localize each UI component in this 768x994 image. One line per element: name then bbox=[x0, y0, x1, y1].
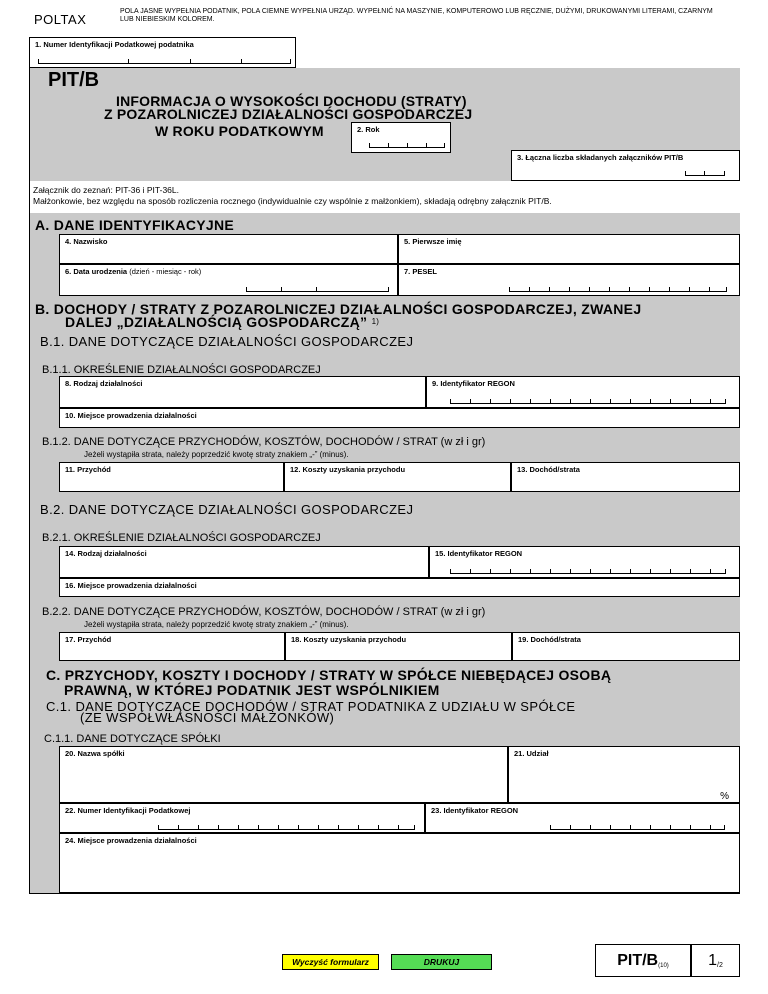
regon-1-ticks bbox=[450, 398, 726, 404]
section-b-title-line1: B. DOCHODY / STRATY Z POZAROLNICZEJ DZIAŁALNOŚCI GOSPODARCZEJ, ZWANEJ bbox=[35, 301, 642, 317]
company-nip-ticks bbox=[158, 824, 415, 830]
percent-sign: % bbox=[720, 791, 729, 802]
section-c11-title: C.1.1. DANE DOTYCZĄCE SPÓŁKI bbox=[44, 733, 221, 745]
print-button[interactable]: DRUKUJ bbox=[391, 954, 492, 970]
form-title-line1: INFORMACJA O WYSOKOŚCI DOCHODU (STRATY) bbox=[116, 93, 467, 109]
pesel-label: 7. PESEL bbox=[404, 267, 437, 276]
birth-date-ticks bbox=[246, 286, 389, 292]
revenue-1-label: 11. Przychód bbox=[65, 465, 111, 474]
attachments-ticks bbox=[685, 170, 725, 176]
pesel-ticks bbox=[509, 286, 727, 292]
section-a-title: A. DANE IDENTYFIKACYJNE bbox=[35, 217, 235, 233]
first-name-label: 5. Pierwsze imię bbox=[404, 237, 462, 246]
section-b21-title: B.2.1. OKREŚLENIE DZIAŁALNOŚCI GOSPODARCZEJ bbox=[42, 532, 321, 544]
company-regon-field[interactable] bbox=[425, 803, 740, 833]
poltax-brand: POLTAX bbox=[34, 12, 87, 27]
form-title-line2: Z POZAROLNICZEJ DZIAŁALNOŚCI GOSPODARCZEJ bbox=[104, 106, 473, 122]
regon-2-label: 15. Identyfikator REGON bbox=[435, 549, 523, 558]
company-place-field[interactable] bbox=[59, 833, 740, 893]
costs-1-label: 12. Koszty uzyskania przychodu bbox=[290, 465, 406, 474]
section-c-title-line1: C. PRZYCHODY, KOSZTY I DOCHODY / STRATY W SPÓŁCE NIEBĘDĄCEJ OSOBĄ bbox=[46, 667, 612, 683]
section-b22-note: Jeżeli wystąpiła strata, należy poprzedzić kwotę straty znakiem „-” (minus). bbox=[84, 620, 349, 629]
section-b2-title: B.2. DANE DOTYCZĄCE DZIAŁALNOŚCI GOSPODARCZEJ bbox=[40, 502, 414, 517]
surname-label: 4. Nazwisko bbox=[65, 237, 108, 246]
activity-place-2-field[interactable] bbox=[59, 578, 740, 597]
share-field[interactable] bbox=[508, 746, 740, 803]
regon-2-ticks bbox=[450, 568, 726, 574]
birth-date-field[interactable] bbox=[59, 264, 398, 296]
attachments-count-label: 3. Łączna liczba składanych załączników PIT/B bbox=[517, 153, 684, 162]
footnote-marker: 1) bbox=[371, 317, 380, 326]
revenue-1-field[interactable] bbox=[59, 462, 284, 492]
company-regon-label: 23. Identyfikator REGON bbox=[431, 806, 519, 815]
activity-type-2-label: 14. Rodzaj działalności bbox=[65, 549, 147, 558]
regon-2-field[interactable] bbox=[429, 546, 740, 578]
first-name-field[interactable] bbox=[398, 234, 740, 264]
activity-type-1-field[interactable] bbox=[59, 376, 426, 408]
surname-field[interactable] bbox=[59, 234, 398, 264]
nip-label: 1. Numer Identyfikacji Podatkowej podatnika bbox=[35, 40, 194, 49]
form-title-line3: W ROKU PODATKOWYM bbox=[155, 123, 324, 139]
section-b11-title: B.1.1. OKREŚLENIE DZIAŁALNOŚCI GOSPODARCZEJ bbox=[42, 364, 321, 376]
year-field[interactable] bbox=[351, 122, 451, 153]
section-c-title-line2: PRAWNĄ, W KTÓREJ PODATNIK JEST WSPÓLNIKIEM bbox=[64, 682, 440, 698]
year-ticks bbox=[369, 142, 445, 148]
income-2-label: 19. Dochód/strata bbox=[518, 635, 581, 644]
revenue-2-field[interactable] bbox=[59, 632, 285, 661]
share-label: 21. Udział bbox=[514, 749, 549, 758]
footer-page-number: 1 bbox=[708, 951, 718, 969]
company-nip-label: 22. Numer Identyfikacji Podatkowej bbox=[65, 806, 191, 815]
section-b22-title: B.2.2. DANE DOTYCZĄCE PRZYCHODÓW, KOSZTÓW, DOCHODÓW / STRAT (w zł i gr) bbox=[42, 606, 486, 618]
birth-date-hint: (dzień - miesiąc - rok) bbox=[127, 267, 202, 276]
company-name-field[interactable] bbox=[59, 746, 508, 803]
section-c1-title-line2: (ZE WSPÓŁWŁASNOŚCI MAŁŻONKÓW) bbox=[80, 710, 335, 725]
activity-place-1-label: 10. Miejsce prowadzenia działalności bbox=[65, 411, 197, 420]
footer-form-code-box bbox=[595, 944, 691, 977]
footer-page-total: /2 bbox=[717, 962, 723, 969]
form-left-border bbox=[29, 68, 30, 893]
regon-1-field[interactable] bbox=[426, 376, 740, 408]
form-bottom-border bbox=[29, 893, 740, 894]
nip-ticks bbox=[38, 58, 291, 64]
birth-date-text: 6. Data urodzenia bbox=[65, 267, 128, 276]
birth-date-label bbox=[65, 267, 201, 276]
costs-1-field[interactable] bbox=[284, 462, 511, 492]
form-note-2: Małżonkowie, bez względu na sposób rozliczenia rocznego (indywidualnie czy wspólnie z małżonkiem), składają odrębny załącznik PIT/B. bbox=[33, 196, 552, 206]
company-name-label: 20. Nazwa spółki bbox=[65, 749, 125, 758]
income-2-field[interactable] bbox=[512, 632, 740, 661]
pesel-field[interactable] bbox=[398, 264, 740, 296]
section-c1-title-line1: C.1. DANE DOTYCZĄCE DOCHODÓW / STRAT PODATNIKA Z UDZIAŁU W SPÓŁCE bbox=[46, 699, 576, 714]
income-1-field[interactable] bbox=[511, 462, 740, 492]
company-regon-ticks bbox=[550, 824, 725, 830]
company-nip-field[interactable] bbox=[59, 803, 425, 833]
footer-form-code: PIT/B bbox=[617, 951, 659, 969]
revenue-2-label: 17. Przychód bbox=[65, 635, 112, 644]
section-b12-title: B.1.2. DANE DOTYCZĄCE PRZYCHODÓW, KOSZTÓW, DOCHODÓW / STRAT (w zł i gr) bbox=[42, 436, 486, 448]
section-b-title-line2 bbox=[65, 315, 379, 329]
costs-2-field[interactable] bbox=[285, 632, 512, 661]
nip-field[interactable] bbox=[29, 37, 296, 68]
section-b1-title: B.1. DANE DOTYCZĄCE DZIAŁALNOŚCI GOSPODARCZEJ bbox=[40, 334, 414, 349]
attachments-count-field[interactable] bbox=[511, 150, 740, 181]
activity-place-1-field[interactable] bbox=[59, 408, 740, 428]
activity-type-2-field[interactable] bbox=[59, 546, 429, 578]
company-place-label: 24. Miejsce prowadzenia działalności bbox=[65, 836, 197, 845]
form-note-1: Załącznik do zeznań: PIT-36 i PIT-36L. bbox=[33, 185, 179, 195]
income-1-label: 13. Dochód/strata bbox=[517, 465, 580, 474]
costs-2-label: 18. Koszty uzyskania przychodu bbox=[291, 635, 407, 644]
form-code: PIT/B bbox=[48, 69, 100, 91]
year-label: 2. Rok bbox=[357, 125, 380, 134]
regon-1-label: 9. Identyfikator REGON bbox=[432, 379, 515, 388]
activity-place-2-label: 16. Miejsce prowadzenia działalności bbox=[65, 581, 197, 590]
fill-instruction: POLA JASNE WYPEŁNIA PODATNIK, POLA CIEMNE WYPEŁNIA URZĄD. WYPEŁNIĆ NA MASZYNIE, KOMPUTEROWO LUB RĘCZNIE, DUŻYMI, DRUKOWANYMI LITERAMI, CZARNYM LUB NIEBIESKIM KOLOREM. bbox=[120, 8, 713, 23]
clear-form-button[interactable]: Wyczyść formularz bbox=[282, 954, 379, 970]
footer-page-box bbox=[691, 944, 740, 977]
section-b-title-text: DALEJ „DZIAŁALNOŚCIĄ GOSPODARCZĄ” bbox=[65, 314, 368, 330]
footer-form-version: (10) bbox=[658, 962, 669, 969]
section-b12-note: Jeżeli wystąpiła strata, należy poprzedzić kwotę straty znakiem „-” (minus). bbox=[84, 450, 349, 459]
activity-type-1-label: 8. Rodzaj działalności bbox=[65, 379, 143, 388]
